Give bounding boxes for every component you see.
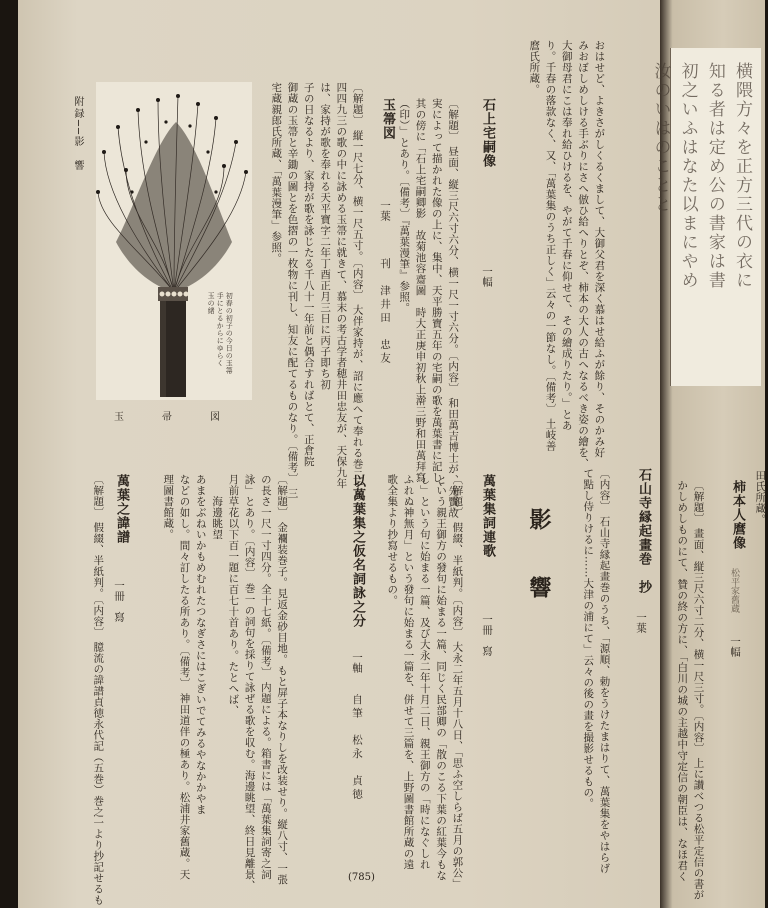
text-line: みおぼしめしける手ぶりにさへ倣ひ給へりとぞ、柿本の大人の古へなるべき姿の繪を、 [577,40,590,469]
caption-char: 図 [210,412,234,423]
text-line: 月前草花以下百一題に百七十首あり。たとへば、 [227,474,240,716]
handwritten-scroll-image [650,48,761,386]
text-line: ふれぬ神無月」という發句に始まる一篇を、併せて三篇を、上野圖書館所蔵の遠 [402,474,415,870]
entry-title: 以萬葉集之仮名詞詠之分 [350,474,365,628]
entry-count: 一冊 寫 [481,614,493,656]
text-line: り。千春の落款なく、又、「萬葉集のうち正しく」云々の一節なし。〔備考〕 土岐善 [544,40,557,452]
entry-body [674,480,707,901]
entry-body [268,82,366,503]
text-line: し」という句に始まる一篇、及び大永二年十月二日、親王御方の「時になぐしれ [418,474,431,870]
entry-body [396,98,461,519]
handwriting-line: 初之いふはなた以まにやめ [677,62,698,290]
text-line: 〔解題〕 畫面、縦三尺六寸二分、横一尺三寸。〔内容〕 上に讃べつる松平定信の書が [692,480,705,901]
text-line: の長さ一尺一寸四分。全十七紙。〔備考〕 内題による。箱書には「萬葉集詞寄之詞 [259,474,272,880]
entry-body [90,474,106,906]
appendix-label: 附録──影 響 [72,96,83,173]
text-line: 其の傍に「石上宅嗣卿影 故菊池容齋圖 時大正庚申初秋上澣三野和田萬拜寫 [414,98,427,483]
broom-photo [96,82,252,400]
entry-title: 萬葉集詞連歌 [480,474,495,558]
text-line: 麿氏所蔵。 [528,40,541,95]
text-line: 〔解題〕 縦一尺七分、横一尺五寸。〔内容〕 大伴家持が、詔に應へて奉れる巻二十の [351,82,364,503]
text-line: て點し侍りけるに……大津の浦にて」云々の後の畫を撮影せるもの。 [582,468,595,809]
section-heading: 影 響 [526,508,552,610]
continuation-text [526,40,607,469]
text-line: 歌全集より抄寫せるもの。 [386,474,399,606]
broom-inscription [206,292,233,375]
text-line: という親王御方の發句に始まる一篇、同じく民部卿の「散のこる下葉の紅葉今もな [435,474,448,881]
entry-title: 石上宅嗣像 [480,98,495,168]
text-line: 理圖書館蔵。 [162,474,175,540]
text-line: 大御母君にこは奉れ給ひけるを、やがて千春に仰せて、その繪成りたり。」とあ [560,40,573,431]
entry-title: 萬葉之諱譜 [114,474,129,544]
entry-author: 自筆 松永 貞徳 [351,694,363,802]
entry-count: 一葉 [379,200,391,221]
inscription-line: 手にとるからにゆらく [216,292,225,367]
text-line: （印）」とあり。〔備考〕『萬葉漫筆』参照。 [398,98,411,314]
text-line: 〔解題〕 假綴、半紙判。〔内容〕 大永二年五月十八日、「思ふ空しらば五月の郭公」 [451,474,464,890]
entry-body [160,474,290,891]
page-number: (785) [348,872,375,883]
handwriting-line: 汝のいはのことと [650,62,671,214]
text-line: などの如し。間々訂したる所あり。〔備考〕 神田道伴の極あり。松浦井家舊蔵。天 [178,474,191,880]
entry-count: 一冊 寫 [113,580,125,622]
entry-author: 刊 津井田 忠友 [379,258,391,366]
figure-caption [114,408,234,423]
text-line: 〔解題〕 假綴、半紙判。〔内容〕 臆流の諱譜貞徳永代記（五巻）巻之一より抄記せるも [92,474,105,906]
text-line: かしめしものにて、贊の終の方に、「白川の城の主越中守定信の朝臣は、なほ君く [676,480,689,882]
caption-char: 玉 [114,412,138,423]
entry-body [580,468,613,874]
text-line: おはせど、よきさがしくるくまして、大御父君を深く慕はせ給ふが餘り、そのかみ好 [593,40,606,458]
text-line: 実によって描かれた像の上に、集中、天平勝寶五年の宅嗣の歌を萬葉書に記し、 [430,98,443,494]
entry-title: 柿本人麿像 [730,480,745,550]
entry-title: 玉箒図 [380,98,395,140]
text-line: 宅蔵親郎氏所蔵、「萬葉漫筆」参照。 [270,82,283,264]
text-line: 海邊眺望 [211,474,224,540]
text-line: 〔解題〕 昼面、縦三尺六寸六分、横一尺一寸六分。〔内容〕 和田萬吉博士が、先賢故 [447,98,460,519]
inscription-line: 初春の初子の今日の玉箒 [225,292,234,375]
handwriting-line: 横隈方々を正方三代の衣に [732,62,752,290]
entry-body [384,474,465,890]
text-line: 御蔵の玉箒と辛鋤の圖とを色摺の一枚物に刊し、知友に配てるものなり。〔備考〕 三 [286,82,299,499]
handwriting-line: 知る者は定め公の書家は書 [704,62,725,290]
text-line: 詠」とあり。〔内容〕 巻一の詞句を採りて詠ぜる歌を収む。海邊眺望、終日見離景、 [243,474,256,891]
owner-line: 田氏所蔵。 [754,470,767,525]
text-line: 子の日なるより、家持が歌を詠じたる千八十一年前と偶合すればとて、正倉院 [302,82,315,467]
inscription-line: 玉の緒 [207,292,216,315]
text-line: は、家持が歌を奉れる天平寶字二年丁酉正月三日に丙子即ち初 [319,82,332,390]
entry-count: 一幅 [481,266,493,287]
entry-owner: 松平家舊蔵 [729,568,739,613]
text-line: 〔内容〕 石山寺縁起畫巻のうち、「源順、勅をうけたまはりて、萬葉集をやはらげ [598,468,611,874]
text-line: 〔解題〕 金襴装巻子。見返金砂目地。もと屏子本なりしを改装せり。縦八寸、一張 [276,474,289,885]
entry-count: 一葉 [635,612,647,633]
entry-count: 一幅 [729,636,741,657]
entry-count: 一軸 [351,652,363,673]
text-line: あまをぶねいかもめむれたつなぎさにはこぎいでてみるやなかかやま [194,474,207,815]
entry-title: 石山寺縁起畫巻 抄 [636,468,651,594]
caption-char: 帚 [162,412,186,423]
text-line: 四四九三の歌の中に詠める玉箒に就きて、慕末の考古学者穂井田忠友が、天保九年 [335,82,348,489]
